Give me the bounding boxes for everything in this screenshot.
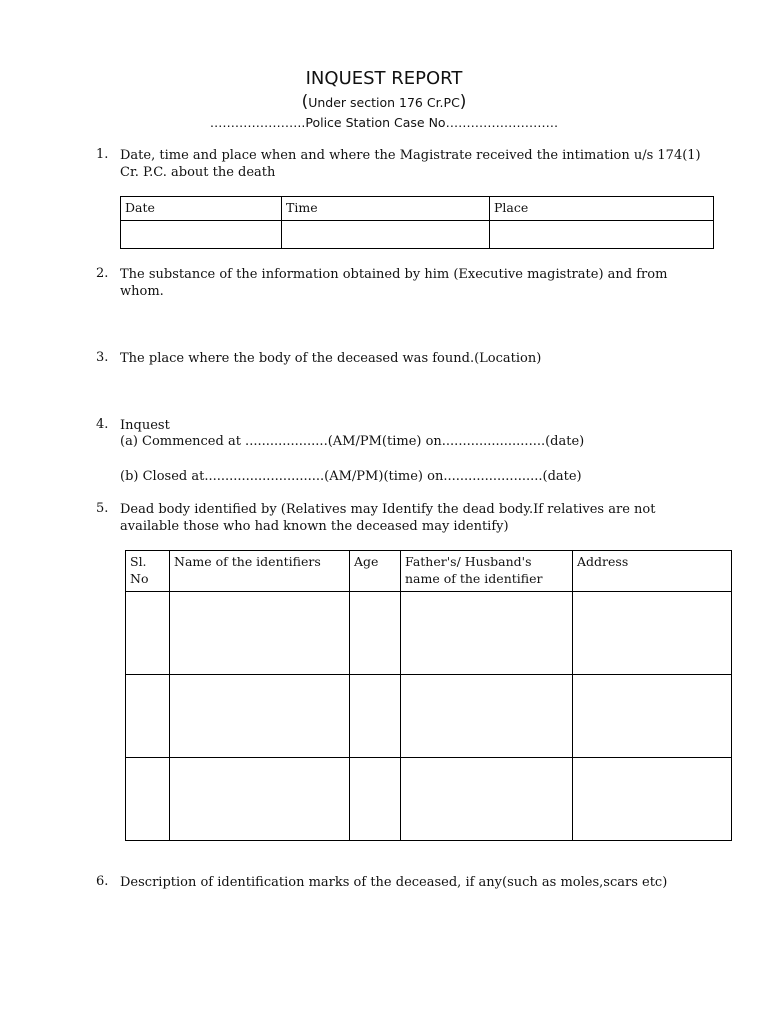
item-number-3: 3. — [96, 350, 109, 365]
identifier-name-cell[interactable] — [170, 758, 350, 841]
header-sl-no: Sl. No — [126, 551, 170, 592]
document-subtitle — [0, 92, 768, 112]
address-cell[interactable] — [573, 758, 732, 841]
header-father-husband-name: Father's/ Husband's name of the identifier — [401, 551, 573, 592]
father-husband-name-cell[interactable] — [401, 592, 573, 675]
age-cell[interactable] — [350, 758, 401, 841]
table-header-row — [126, 551, 732, 592]
table-row — [126, 592, 732, 675]
police-station-case-line: …………………..Police Station Case No……………………… — [209, 115, 559, 130]
subtitle-text: Under section 176 Cr.PC — [308, 95, 460, 110]
table-row — [126, 675, 732, 758]
header-age: Age — [350, 551, 401, 592]
identifier-name-cell[interactable] — [170, 675, 350, 758]
address-cell[interactable] — [573, 592, 732, 675]
item-text-4: Inquest — [120, 418, 170, 433]
header-identifier-name: Name of the identifiers — [170, 551, 350, 592]
header-address: Address — [573, 551, 732, 592]
date-cell[interactable] — [121, 221, 282, 249]
document-title: INQUEST REPORT — [305, 68, 463, 89]
item-text-1: Date, time and place when and where the Magistrate received the intimation u/s 174(1) Cr. P.C. about the death — [120, 148, 701, 180]
age-cell[interactable] — [350, 675, 401, 758]
sl-no-cell[interactable] — [126, 758, 170, 841]
table-row — [126, 758, 732, 841]
item-number-5: 5. — [96, 501, 109, 516]
identifiers-table — [125, 550, 732, 841]
item-number-2: 2. — [96, 266, 109, 281]
item-number-6: 6. — [96, 874, 109, 889]
subtitle-open-paren: ( — [301, 92, 309, 112]
item-text-5: Dead body identified by (Relatives may Identify the dead body.If relatives are not available those who had known the deceased may identify) — [120, 502, 656, 534]
item-text-6: Description of identification marks of the deceased, if any(such as moles,scars etc) — [120, 875, 668, 890]
place-cell[interactable] — [490, 221, 714, 249]
table-header-row — [121, 197, 714, 221]
father-husband-name-cell[interactable] — [401, 758, 573, 841]
header-time: Time — [282, 197, 490, 221]
time-cell[interactable] — [282, 221, 490, 249]
sl-no-cell[interactable] — [126, 592, 170, 675]
item-text-2: The substance of the information obtained by him (Executive magistrate) and from whom. — [120, 267, 668, 299]
item-number-4: 4. — [96, 417, 109, 432]
address-cell[interactable] — [573, 675, 732, 758]
table-row — [121, 221, 714, 249]
inquest-closed-line: (b) Closed at.............................(AM/PM)(time) on........................(date) — [120, 469, 582, 484]
date-time-place-table — [120, 196, 714, 249]
sl-no-cell[interactable] — [126, 675, 170, 758]
header-place: Place — [490, 197, 714, 221]
subtitle-close-paren: ) — [459, 92, 467, 112]
item-text-3: The place where the body of the deceased was found.(Location) — [120, 351, 542, 366]
inquest-commenced-line: (a) Commenced at ....................(AM/PM(time) on.........................(date) — [120, 434, 585, 449]
identifier-name-cell[interactable] — [170, 592, 350, 675]
header-date: Date — [121, 197, 282, 221]
item-number-1: 1. — [96, 147, 109, 162]
father-husband-name-cell[interactable] — [401, 675, 573, 758]
age-cell[interactable] — [350, 592, 401, 675]
